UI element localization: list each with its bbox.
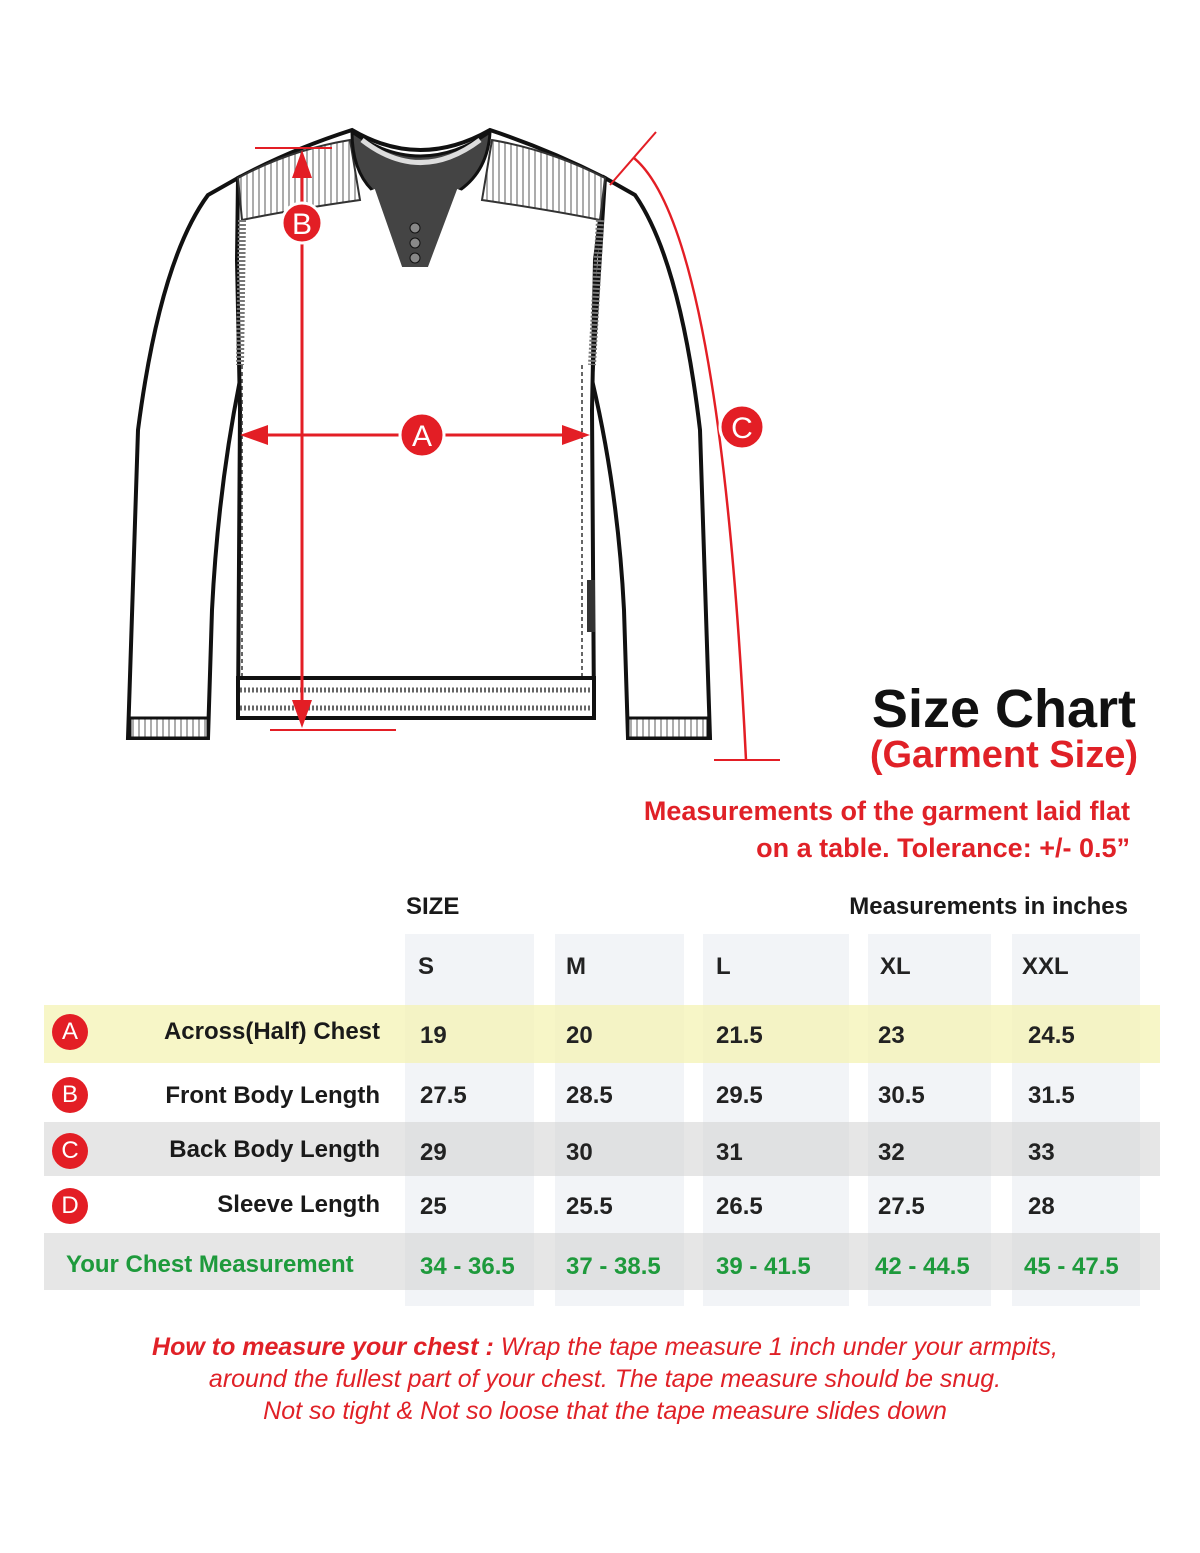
chest-l: 21.5 <box>716 1022 763 1049</box>
size-s: S <box>418 953 435 980</box>
how-to-line1-text: Wrap the tape measure 1 inch under your armpits, <box>493 1333 1058 1361</box>
sleeve-length-s: 25 <box>420 1193 447 1220</box>
back-length-xxl: 33 <box>1028 1139 1055 1166</box>
front-length-l: 29.5 <box>716 1082 763 1109</box>
your-chest-l: 39 - 41.5 <box>716 1253 811 1280</box>
front-length-m: 28.5 <box>566 1082 613 1109</box>
units-header: Measurements in inches <box>849 893 1128 920</box>
right-sleeve <box>592 178 710 738</box>
size-l: L <box>716 953 731 980</box>
chest-m: 20 <box>566 1022 593 1049</box>
page-subtitle: (Garment Size) <box>869 734 1138 776</box>
sleeve-length-xxl: 28 <box>1028 1193 1055 1220</box>
your-chest-s: 34 - 36.5 <box>420 1253 515 1280</box>
size-m: M <box>566 953 586 980</box>
front-length-xl: 30.5 <box>878 1082 925 1109</box>
size-xl: XL <box>880 953 911 980</box>
your-chest-xl: 42 - 44.5 <box>875 1253 970 1280</box>
row-label-chest: Across(Half) Chest <box>163 1018 380 1045</box>
marker-c-badge: C <box>52 1133 88 1169</box>
marker-c-label: C <box>731 412 753 445</box>
sleeve-length-xl: 27.5 <box>878 1193 925 1220</box>
size-xxl: XXL <box>1022 953 1069 980</box>
back-length-s: 29 <box>420 1139 447 1166</box>
tolerance-note-line2: on a table. Tolerance: +/- 0.5” <box>756 833 1130 863</box>
your-chest-m: 37 - 38.5 <box>566 1253 661 1280</box>
row-label-your-chest: Your Chest Measurement <box>66 1251 354 1278</box>
how-to-line3: Not so tight & Not so loose that the tape measure slides down <box>263 1397 947 1425</box>
sleeve-length-m: 25.5 <box>566 1193 613 1220</box>
marker-b-icon <box>282 203 322 243</box>
marker-a-label: A <box>411 420 433 453</box>
back-length-m: 30 <box>566 1139 593 1166</box>
marker-b-label: B <box>291 208 313 241</box>
shirt-hem <box>238 678 594 718</box>
your-chest-xxl: 45 - 47.5 <box>1024 1253 1119 1280</box>
marker-d-badge: D <box>52 1188 88 1224</box>
sleeve-length-l: 26.5 <box>716 1193 763 1220</box>
marker-c-icon <box>720 405 764 449</box>
marker-b-badge: B <box>52 1077 88 1113</box>
size-header: SIZE <box>406 893 460 920</box>
row-label-front-length: Front Body Length <box>165 1082 380 1109</box>
chest-s: 19 <box>420 1022 447 1049</box>
row-label-sleeve-length: Sleeve Length <box>217 1191 380 1218</box>
how-to-line2: around the fullest part of your chest. The tape measure should be snug. <box>208 1365 1002 1393</box>
front-length-xxl: 31.5 <box>1028 1082 1075 1109</box>
how-to-heading: How to measure your chest : <box>152 1333 494 1361</box>
left-sleeve <box>128 178 240 738</box>
tolerance-note-line1: Measurements of the garment laid flat <box>643 796 1130 826</box>
row-label-back-length: Back Body Length <box>169 1136 380 1163</box>
back-length-l: 31 <box>716 1139 743 1166</box>
shirt-diagram <box>100 110 800 770</box>
front-length-s: 27.5 <box>420 1082 467 1109</box>
back-length-xl: 32 <box>878 1139 905 1166</box>
chest-xl: 23 <box>878 1022 905 1049</box>
marker-a-badge: A <box>52 1014 88 1050</box>
marker-a-icon <box>400 413 444 457</box>
how-to-line1 <box>0 1333 1200 1362</box>
chest-xxl: 24.5 <box>1028 1022 1075 1049</box>
page-title: Size Chart <box>871 679 1136 739</box>
